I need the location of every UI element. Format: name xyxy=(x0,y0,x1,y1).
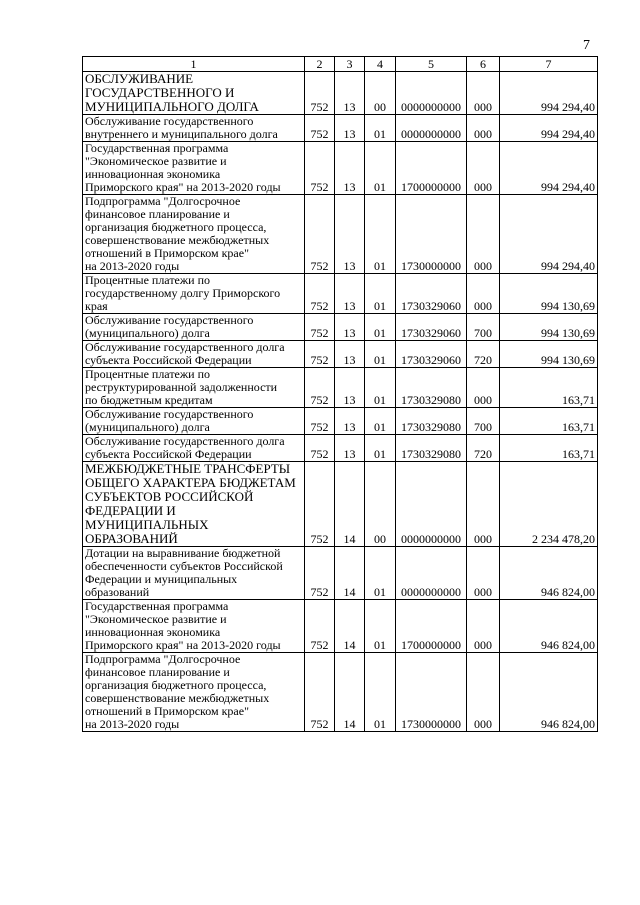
row-expense-type: 000 xyxy=(467,600,500,653)
row-target-article: 0000000000 xyxy=(396,462,467,547)
row-target-article: 1730329060 xyxy=(396,341,467,368)
col-header-7: 7 xyxy=(500,57,598,72)
row-amount: 994 294,40 xyxy=(500,142,598,195)
row-admin-code: 752 xyxy=(305,462,335,547)
row-expense-type: 000 xyxy=(467,462,500,547)
budget-table xyxy=(82,56,598,732)
row-subsection-code: 01 xyxy=(365,653,396,732)
row-section-code: 14 xyxy=(335,462,365,547)
row-description: ОБСЛУЖИВАНИЕ ГОСУДАРСТВЕННОГО И МУНИЦИПАЛЬНОГО ДОЛГА xyxy=(83,72,305,115)
table-row xyxy=(83,462,598,547)
row-description: Процентные платежи по реструктурированной задолженности по бюджетным кредитам xyxy=(83,368,305,408)
row-expense-type: 000 xyxy=(467,195,500,274)
row-subsection-code: 01 xyxy=(365,547,396,600)
row-description: Обслуживание государственного внутреннего и муниципального долга xyxy=(83,115,305,142)
row-target-article: 0000000000 xyxy=(396,115,467,142)
table-row xyxy=(83,408,598,435)
row-admin-code: 752 xyxy=(305,368,335,408)
row-target-article: 1730329060 xyxy=(396,274,467,314)
row-amount: 994 294,40 xyxy=(500,195,598,274)
row-section-code: 13 xyxy=(335,408,365,435)
row-description: Государственная программа "Экономическое развитие и инновационная экономика Приморского края" на 2013-2020 годы xyxy=(83,600,305,653)
table-row xyxy=(83,547,598,600)
row-description: Обслуживание государственного долга субъекта Российской Федерации xyxy=(83,341,305,368)
row-admin-code: 752 xyxy=(305,195,335,274)
row-amount: 946 824,00 xyxy=(500,600,598,653)
row-target-article: 1730000000 xyxy=(396,195,467,274)
row-amount: 163,71 xyxy=(500,368,598,408)
row-subsection-code: 01 xyxy=(365,195,396,274)
row-section-code: 13 xyxy=(335,142,365,195)
row-target-article: 1730329060 xyxy=(396,314,467,341)
header-row xyxy=(83,57,598,72)
row-admin-code: 752 xyxy=(305,72,335,115)
row-description: Обслуживание государственного (муниципального) долга xyxy=(83,314,305,341)
table-row xyxy=(83,341,598,368)
row-description: Государственная программа "Экономическое развитие и инновационная экономика Приморского края" на 2013-2020 годы xyxy=(83,142,305,195)
row-expense-type: 000 xyxy=(467,368,500,408)
row-admin-code: 752 xyxy=(305,115,335,142)
row-target-article: 1730329080 xyxy=(396,408,467,435)
row-subsection-code: 01 xyxy=(365,408,396,435)
table-row xyxy=(83,195,598,274)
table-row xyxy=(83,653,598,732)
row-section-code: 13 xyxy=(335,314,365,341)
row-section-code: 13 xyxy=(335,368,365,408)
row-section-code: 13 xyxy=(335,195,365,274)
row-expense-type: 000 xyxy=(467,274,500,314)
row-target-article: 1730329080 xyxy=(396,368,467,408)
row-subsection-code: 01 xyxy=(365,368,396,408)
table-row xyxy=(83,314,598,341)
row-admin-code: 752 xyxy=(305,341,335,368)
row-subsection-code: 01 xyxy=(365,274,396,314)
row-expense-type: 720 xyxy=(467,341,500,368)
col-header-2: 2 xyxy=(305,57,335,72)
row-admin-code: 752 xyxy=(305,435,335,462)
row-amount: 994 130,69 xyxy=(500,341,598,368)
row-section-code: 13 xyxy=(335,115,365,142)
row-section-code: 14 xyxy=(335,600,365,653)
row-expense-type: 000 xyxy=(467,547,500,600)
row-admin-code: 752 xyxy=(305,274,335,314)
row-section-code: 14 xyxy=(335,653,365,732)
row-target-article: 0000000000 xyxy=(396,547,467,600)
row-expense-type: 000 xyxy=(467,142,500,195)
row-amount: 994 130,69 xyxy=(500,314,598,341)
table-row xyxy=(83,115,598,142)
row-admin-code: 752 xyxy=(305,314,335,341)
row-target-article: 0000000000 xyxy=(396,72,467,115)
row-subsection-code: 01 xyxy=(365,435,396,462)
row-amount: 994 294,40 xyxy=(500,115,598,142)
row-amount: 994 130,69 xyxy=(500,274,598,314)
row-amount: 994 294,40 xyxy=(500,72,598,115)
row-target-article: 1730000000 xyxy=(396,653,467,732)
row-subsection-code: 01 xyxy=(365,115,396,142)
row-expense-type: 700 xyxy=(467,408,500,435)
table-row xyxy=(83,142,598,195)
row-amount: 163,71 xyxy=(500,435,598,462)
row-section-code: 13 xyxy=(335,274,365,314)
row-expense-type: 700 xyxy=(467,314,500,341)
col-header-1: 1 xyxy=(83,57,305,72)
row-description: Подпрограмма "Долгосрочное финансовое планирование и организация бюджетного процесса, совершенствование межбюджетных отношений в Приморском крае" на 2013-2020 годы xyxy=(83,653,305,732)
row-admin-code: 752 xyxy=(305,142,335,195)
row-admin-code: 752 xyxy=(305,547,335,600)
table-body xyxy=(83,72,598,732)
table-row xyxy=(83,600,598,653)
row-admin-code: 752 xyxy=(305,600,335,653)
row-section-code: 13 xyxy=(335,435,365,462)
table-row xyxy=(83,274,598,314)
row-amount: 163,71 xyxy=(500,408,598,435)
row-expense-type: 720 xyxy=(467,435,500,462)
table-row xyxy=(83,435,598,462)
row-target-article: 1700000000 xyxy=(396,600,467,653)
table-row xyxy=(83,368,598,408)
row-subsection-code: 01 xyxy=(365,142,396,195)
row-subsection-code: 01 xyxy=(365,341,396,368)
row-target-article: 1700000000 xyxy=(396,142,467,195)
row-description: МЕЖБЮДЖЕТНЫЕ ТРАНСФЕРТЫ ОБЩЕГО ХАРАКТЕРА БЮДЖЕТАМ СУБЪЕКТОВ РОССИЙСКОЙ ФЕДЕРАЦИИ И МУНИЦИПАЛЬНЫХ ОБРАЗОВАНИЙ xyxy=(83,462,305,547)
row-expense-type: 000 xyxy=(467,72,500,115)
row-target-article: 1730329080 xyxy=(396,435,467,462)
row-expense-type: 000 xyxy=(467,115,500,142)
row-amount: 946 824,00 xyxy=(500,547,598,600)
row-admin-code: 752 xyxy=(305,653,335,732)
row-section-code: 13 xyxy=(335,72,365,115)
col-header-3: 3 xyxy=(335,57,365,72)
row-admin-code: 752 xyxy=(305,408,335,435)
col-header-6: 6 xyxy=(467,57,500,72)
row-subsection-code: 00 xyxy=(365,72,396,115)
row-subsection-code: 00 xyxy=(365,462,396,547)
row-description: Подпрограмма "Долгосрочное финансовое планирование и организация бюджетного процесса, совершенствование межбюджетных отношений в Приморском крае" на 2013-2020 годы xyxy=(83,195,305,274)
row-description: Обслуживание государственного долга субъекта Российской Федерации xyxy=(83,435,305,462)
row-subsection-code: 01 xyxy=(365,600,396,653)
col-header-4: 4 xyxy=(365,57,396,72)
row-amount: 946 824,00 xyxy=(500,653,598,732)
row-subsection-code: 01 xyxy=(365,314,396,341)
table-row xyxy=(83,72,598,115)
col-header-5: 5 xyxy=(396,57,467,72)
row-amount: 2 234 478,20 xyxy=(500,462,598,547)
row-expense-type: 000 xyxy=(467,653,500,732)
row-description: Обслуживание государственного (муниципального) долга xyxy=(83,408,305,435)
row-description: Дотации на выравнивание бюджетной обеспеченности субъектов Российской Федерации и муниципальных образований xyxy=(83,547,305,600)
row-description: Процентные платежи по государственному долгу Приморского края xyxy=(83,274,305,314)
row-section-code: 13 xyxy=(335,341,365,368)
row-section-code: 14 xyxy=(335,547,365,600)
page-number: 7 xyxy=(583,38,590,53)
